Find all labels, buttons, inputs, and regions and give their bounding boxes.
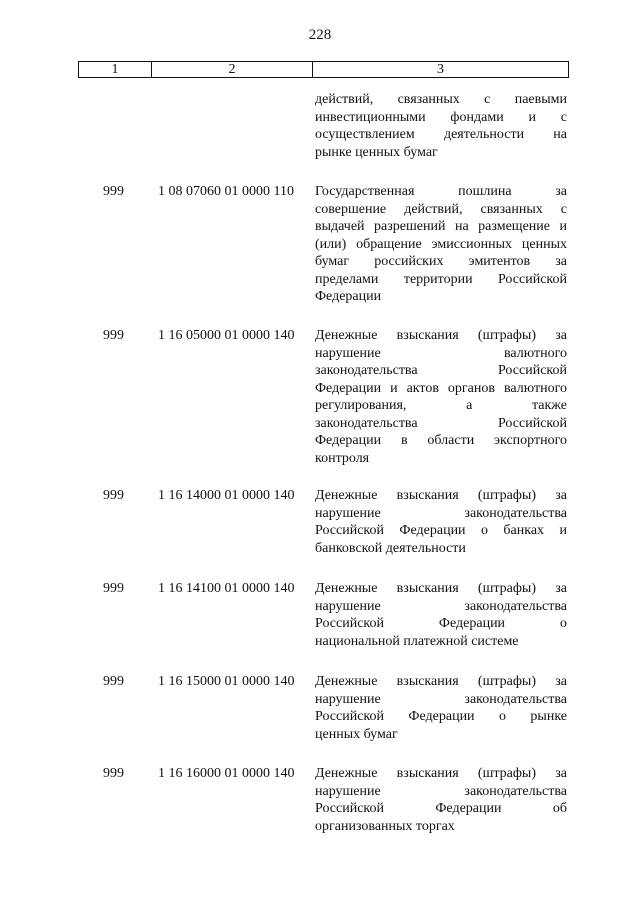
text-line: банковской деятельности bbox=[315, 540, 466, 556]
text-line: (или) обращение эмиссионных ценных bbox=[315, 236, 567, 252]
column-header-2: 2 bbox=[152, 62, 313, 77]
text-line: Денежные взыскания (штрафы) за bbox=[315, 581, 567, 596]
text-line: осуществлением деятельности на bbox=[315, 127, 567, 142]
text-line: выдачей разрешений на размещение и bbox=[315, 219, 567, 234]
income-description bbox=[315, 673, 567, 743]
budget-classification-code: 1 16 14000 01 0000 140 bbox=[158, 488, 295, 503]
text-line: регулирования, а также bbox=[315, 398, 567, 413]
admin-code: 999 bbox=[103, 674, 124, 689]
text-line: действий, связанных с паевыми bbox=[315, 92, 567, 107]
admin-code: 999 bbox=[103, 766, 124, 781]
text-line: нарушение законодательства bbox=[315, 505, 567, 521]
income-description bbox=[315, 487, 567, 557]
column-header-1: 1 bbox=[79, 62, 152, 77]
text-line: совершение действий, связанных с bbox=[315, 201, 567, 217]
text-line: пределами территории Российской bbox=[315, 271, 567, 287]
text-line: Федерации и актов органов валютного bbox=[315, 380, 567, 396]
income-description bbox=[315, 183, 567, 306]
text-line: нарушение законодательства bbox=[315, 783, 567, 799]
text-line: Российской Федерации о рынке bbox=[315, 709, 567, 724]
text-line: Российской Федерации о банках и bbox=[315, 523, 567, 538]
text-line: национальной платежной системе bbox=[315, 633, 519, 649]
column-header-3: 3 bbox=[437, 62, 444, 77]
text-line: рынке ценных бумаг bbox=[315, 144, 438, 160]
text-line: Денежные взыскания (штрафы) за bbox=[315, 488, 567, 503]
text-line: нарушение законодательства bbox=[315, 691, 567, 707]
text-line: нарушение законодательства bbox=[315, 598, 567, 614]
income-description bbox=[315, 327, 567, 467]
text-line: нарушение валютного bbox=[315, 345, 567, 361]
text-line: законодательства Российской bbox=[315, 415, 567, 431]
text-line: Денежные взыскания (штрафы) за bbox=[315, 328, 567, 343]
column-header-row bbox=[78, 61, 569, 78]
text-line: Федерации в области экспортного bbox=[315, 433, 567, 448]
admin-code: 999 bbox=[103, 184, 124, 199]
budget-classification-code: 1 16 05000 01 0000 140 bbox=[158, 328, 295, 343]
budget-classification-code: 1 16 16000 01 0000 140 bbox=[158, 766, 295, 781]
text-line: контроля bbox=[315, 450, 370, 466]
text-line: инвестиционными фондами и с bbox=[315, 109, 567, 125]
text-line: организованных торгах bbox=[315, 818, 455, 834]
admin-code: 999 bbox=[103, 328, 124, 343]
income-description bbox=[315, 765, 567, 835]
continuation-description bbox=[315, 91, 567, 161]
text-line: законодательства Российской bbox=[315, 363, 567, 378]
text-line: Российской Федерации об bbox=[315, 801, 567, 816]
budget-classification-code: 1 08 07060 01 0000 110 bbox=[158, 184, 294, 199]
text-line: Денежные взыскания (штрафы) за bbox=[315, 674, 567, 689]
text-line: Государственная пошлина за bbox=[315, 184, 567, 199]
text-line: бумаг российских эмитентов за bbox=[315, 254, 567, 269]
text-line: Денежные взыскания (штрафы) за bbox=[315, 766, 567, 781]
admin-code: 999 bbox=[103, 488, 124, 503]
text-line: ценных бумаг bbox=[315, 726, 398, 742]
income-description bbox=[315, 580, 567, 650]
budget-classification-code: 1 16 15000 01 0000 140 bbox=[158, 674, 295, 689]
text-line: Федерации bbox=[315, 289, 382, 304]
text-line: Российской Федерации о bbox=[315, 616, 567, 631]
admin-code: 999 bbox=[103, 581, 124, 596]
budget-classification-code: 1 16 14100 01 0000 140 bbox=[158, 581, 295, 596]
page-number: 228 bbox=[308, 27, 332, 43]
